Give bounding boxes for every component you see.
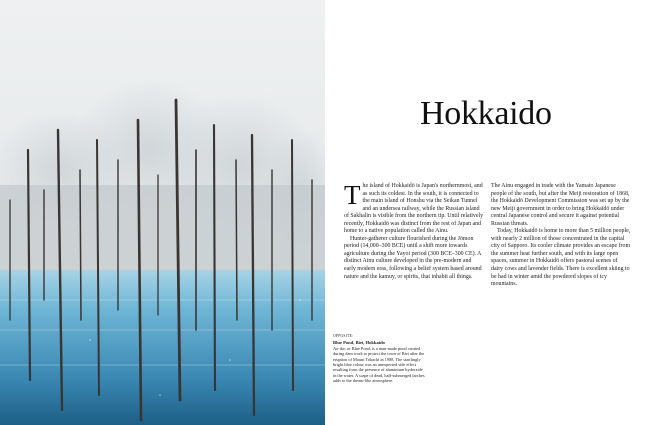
- drop-cap: T: [344, 180, 361, 210]
- paragraph-text: he island of Hokkaidō is Japan's northernmost, and as such its coldest. In the south, it is connected to the main island of Honshu via the Seikan Tunnel and an undersea railway, while the Russian island of Sakhalin is visible from the northern tip. Until relatively recently, Hokkaidō was distinct from the rest of Japan and home to a native population called the Ainu.: [344, 183, 484, 235]
- photo-caption: [333, 334, 425, 384]
- paragraph: The Ainu engaged in trade with the Yamato Japanese people of the south, but after the Meiji restoration of 1868, the Hokkaidō Development Commission was set up by the new Meiji government in order to bring Hokkaidō under central Japanese control and secure it against potential Russian threats.: [491, 183, 630, 227]
- caption-label: OPPOSITE:: [333, 334, 354, 338]
- text-column-left: [344, 180, 484, 281]
- paragraph: Today, Hokkaidō is home to more than 5 million people, with nearly 2 million of those concentrated in the capital city of Sapporo. Its cooler climate provides an escape from the summer heat further south, and with its large open spaces, summer in Hokkaidō offers pastoral scenes of dairy cows and lavender fields. There is excellent skiing to be had in winter amid the powdered slopes of icy mountains.: [491, 228, 631, 288]
- caption-body: Ao-ike, or Blue Pond, is a man-made pond created during dam work to protect the town of Biei after the eruption of Mount Tokachi in 1988. The startlingly bright blue colour was an unexpected side effect resulting from the presence of aluminium hydroxide in the water. A scape of dead, half-submerged larches adds to the dream-like atmosphere.: [333, 345, 425, 384]
- page-title: Hokkaido: [420, 95, 552, 132]
- caption-heading: Blue Pond, Biei, Hokkaido: [333, 340, 385, 346]
- paragraph: Hunter-gatherer culture flourished during the Jōmon period (14,000–300 BCE) until a shift more towards agriculture during the Yayoi period (300 BCE–300 CE). A distinct Ainu culture developed in the pre-modern and early modern eras, following a belief system based around nature and the kamuy, or spirits, that inhabit all things.: [344, 235, 482, 280]
- paragraph: [344, 180, 484, 236]
- text-column-right: [491, 183, 631, 289]
